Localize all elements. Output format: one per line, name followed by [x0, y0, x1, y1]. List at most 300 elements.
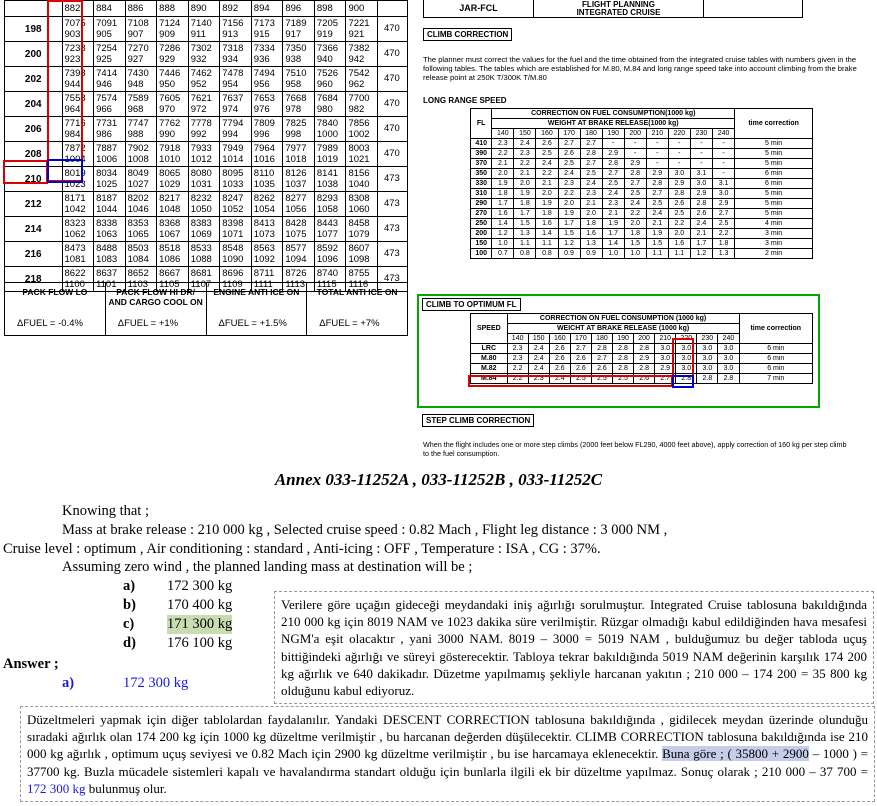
lr-cell: -: [690, 139, 712, 149]
cruise-cell: 7716 984: [62, 117, 94, 142]
co-cell: 2.7: [655, 374, 676, 384]
lr-cell: 2.9: [712, 199, 734, 209]
cruise-cell: 892: [220, 1, 252, 17]
lr-cell: 1.3: [514, 229, 536, 239]
weight-header: 210: [646, 129, 668, 139]
co-cell: 3.0: [718, 344, 739, 354]
co-cell: 3.0: [718, 354, 739, 364]
lr-cell: 2.1: [580, 199, 602, 209]
lr-cell: 1.2: [492, 229, 514, 239]
cruise-cell: 7238 923: [62, 42, 94, 67]
cruise-cell: 8726 1113: [283, 267, 315, 292]
cruise-cell: 7809 996: [251, 117, 283, 142]
cruise-cell: 7989 1019: [314, 142, 346, 167]
lr-cell: 1.0: [492, 239, 514, 249]
cruise-cell: 8202 1046: [125, 192, 157, 217]
lr-cell: 2.4: [646, 209, 668, 219]
pack-flow-heading: TOTAL ANTI ICE ON: [316, 287, 398, 297]
cruise-cell: 8533 1088: [188, 242, 220, 267]
co-speed: M.80: [471, 354, 508, 364]
lr-cell: 0.8: [536, 249, 558, 259]
cruise-cell: 8368 1067: [157, 217, 189, 242]
lr-cell: 0.9: [558, 249, 580, 259]
co-time-header: time correction: [739, 314, 812, 344]
cruise-fl: 212: [5, 192, 63, 217]
lr-fl: 350: [471, 169, 492, 179]
lr-cell: 2.7: [712, 209, 734, 219]
cruise-cell: 7964 1016: [251, 142, 283, 167]
lr-cell: 2.1: [602, 209, 624, 219]
lr-fl: 100: [471, 249, 492, 259]
option-key[interactable]: d): [123, 635, 136, 651]
lr-cell: 2.3: [514, 149, 536, 159]
co-cell: 2.4: [528, 364, 549, 374]
expl2-a: Düzeltmeleri yapmak için diğer tablolardan faydalanılır. Yandaki DESCENT CORRECTION tablosuna bakıldığında , gidilecek meydan üzerinde olunduğu sıradaki ağırlık olan 174 200 kg için 1000 kg düzeltme verilmiştir , bu harcanan değerden düşülecektir. CLIMB CORRECTION tablosuna bakıldığında ise 210 000 kg ağırlık , optimum uçuş seviyesi ve 0.82 Mach için 2900 kg düzeltme verilmiştir , bu ise harcamaya eklenecektir.: [27, 712, 868, 762]
lr-cell: 2.4: [580, 179, 602, 189]
lr-cell: 2.9: [624, 159, 646, 169]
lr-cell: 1.9: [646, 229, 668, 239]
cruise-cell: 8065 1029: [157, 167, 189, 192]
lr-row: [471, 219, 813, 229]
lr-cell: -: [624, 149, 646, 159]
cruise-last: 470: [377, 67, 407, 92]
lr-cell: 2.0: [492, 169, 514, 179]
long-range-table: [470, 108, 813, 259]
cruise-cell: 8187 1044: [94, 192, 126, 217]
lr-cell: 1.2: [690, 249, 712, 259]
lr-cell: 2.9: [668, 179, 690, 189]
pack-flow-value: ΔFUEL = +1%: [117, 318, 179, 329]
co-weight-header: 240: [718, 334, 739, 344]
lr-cell: -: [712, 149, 734, 159]
cruise-last: 470: [377, 17, 407, 42]
co-cell: 2.6: [570, 364, 591, 374]
answer-label: Answer ;: [3, 656, 59, 672]
cruise-cell: 8353 1065: [125, 217, 157, 242]
cruise-fl: 198: [5, 17, 63, 42]
climb-optimum-table: [470, 313, 813, 384]
cruise-cell: 890: [188, 1, 220, 17]
cruise-cell: 7872 1004: [62, 142, 94, 167]
lr-fl: 410: [471, 139, 492, 149]
lr-row: [471, 189, 813, 199]
lr-cell: 2.2: [492, 149, 514, 159]
cruise-cell: 7700 982: [346, 92, 378, 117]
cruise-cell: 8681 1107: [188, 267, 220, 292]
answer-key: a): [62, 675, 75, 691]
blue-highlight-cell: [47, 159, 83, 183]
cruise-cell: 7398 944: [62, 67, 94, 92]
cruise-cell: 7414 946: [94, 67, 126, 92]
cruise-cell: 7446 950: [157, 67, 189, 92]
lr-cell: -: [624, 139, 646, 149]
cruise-cell: 8696 1109: [220, 267, 252, 292]
lr-row: [471, 199, 813, 209]
cruise-cell: 8428 1075: [283, 217, 315, 242]
cruise-cell: 7558 964: [62, 92, 94, 117]
cruise-cell: 8622 1100: [62, 267, 94, 292]
cruise-cell: 7977 1018: [283, 142, 315, 167]
lr-cell: -: [646, 159, 668, 169]
co-cell: 2.6: [549, 364, 570, 374]
option-key[interactable]: b): [123, 597, 136, 613]
lr-row: [471, 209, 813, 219]
lr-time: 5 min: [735, 189, 813, 199]
lr-cell: -: [602, 139, 624, 149]
lr-fl: 270: [471, 209, 492, 219]
lr-cell: -: [690, 159, 712, 169]
cruise-last: 473: [377, 267, 407, 292]
header-right: FLIGHT PLANNING INTEGRATED CRUISE: [534, 0, 704, 17]
cruise-last: 470: [377, 117, 407, 142]
lr-cell: 2.8: [668, 189, 690, 199]
cruise-cell: 7075 903: [62, 17, 94, 42]
co-cell: 2.7: [570, 344, 591, 354]
lr-time: 5 min: [735, 149, 813, 159]
lr-cell: 1.2: [558, 239, 580, 249]
cruise-cell: 8156 1040: [346, 167, 378, 192]
cruise-last: 470: [377, 42, 407, 67]
pack-flow-cell: [106, 283, 207, 335]
cruise-cell: 884: [94, 1, 126, 17]
cruise-cell: 8095 1033: [220, 167, 252, 192]
lr-cell: 2.2: [712, 229, 734, 239]
lr-cell: 3.0: [712, 189, 734, 199]
annex-title: Annex 033-11252A , 033-11252B , 033-11252C: [274, 470, 603, 489]
cruise-cell: 7382 942: [346, 42, 378, 67]
cruise-cell: 7731 986: [94, 117, 126, 142]
co-cell: 3.0: [676, 354, 697, 364]
cruise-cell: 8488 1083: [94, 242, 126, 267]
cruise-cell: 7621 972: [188, 92, 220, 117]
co-cell: 2.8: [634, 364, 655, 374]
co-weight-header: 220: [676, 334, 697, 344]
lr-cell: 2.5: [602, 179, 624, 189]
cruise-last: 473: [377, 217, 407, 242]
cruise-cell: 7747 988: [125, 117, 157, 142]
lr-cell: 2.0: [558, 199, 580, 209]
pack-flow-cell: [307, 283, 407, 335]
co-sub: WEICHT AT BRAKE RELEASE (1000 kg): [507, 324, 739, 334]
cruise-cell: 7318 934: [220, 42, 252, 67]
cruise-cell: 7124 909: [157, 17, 189, 42]
lr-cell: 0.8: [514, 249, 536, 259]
cruise-cell: 7637 974: [220, 92, 252, 117]
lr-cell: 0.7: [492, 249, 514, 259]
lr-time: 2 min: [735, 249, 813, 259]
lr-cell: 1.9: [602, 219, 624, 229]
co-cell: 2.2: [507, 374, 528, 384]
weight-header: 190: [602, 129, 624, 139]
lr-cell: 2.4: [690, 219, 712, 229]
lr-time: 3 min: [735, 229, 813, 239]
cruise-cell: 7840 1000: [314, 117, 346, 142]
lr-row: [471, 139, 813, 149]
lr-cell: 2.7: [646, 189, 668, 199]
lr-row: [471, 229, 813, 239]
co-speed: LRC: [471, 344, 508, 354]
co-cell: 2.8: [613, 344, 634, 354]
q-line3: Cruise level : optimum , Air conditioning : standard , Anti-icing : OFF , Temperature : ISA , CG : 37%.: [3, 541, 601, 557]
co-cell: 2.8: [697, 374, 718, 384]
cruise-cell: 7542 962: [346, 67, 378, 92]
weight-header: 170: [558, 129, 580, 139]
co-time: 6 min: [739, 364, 812, 374]
co-cell: 3.0: [697, 364, 718, 374]
lr-cell: 2.5: [580, 169, 602, 179]
fl-header: FL: [471, 109, 492, 139]
lr-cell: 2.7: [558, 139, 580, 149]
cruise-cell: 882: [62, 1, 94, 17]
cruise-cell: 8755 1116: [346, 267, 378, 292]
cruise-cell: 7526 960: [314, 67, 346, 92]
co-cell: 2.3: [507, 354, 528, 364]
co-cell: 3.0: [676, 344, 697, 354]
lr-cell: 0.9: [580, 249, 602, 259]
co-weight-header: 230: [697, 334, 718, 344]
cruise-cell: 7334 936: [251, 42, 283, 67]
cruise-cell: 8232 1050: [188, 192, 220, 217]
cruise-fl: 214: [5, 217, 63, 242]
lr-cell: 2.3: [580, 189, 602, 199]
co-cell: 2.8: [613, 364, 634, 374]
cruise-cell: 7478 954: [220, 67, 252, 92]
lr-cell: 1.7: [690, 239, 712, 249]
q-line4: Assuming zero wind , the planned landing mass at destination will be ;: [62, 559, 473, 575]
cruise-cell: 7825 998: [283, 117, 315, 142]
weight-header: 240: [712, 129, 734, 139]
cruise-cell: 896: [283, 1, 315, 17]
lr-time: 6 min: [735, 169, 813, 179]
co-cell: 2.8: [718, 374, 739, 384]
lr-cell: 1.8: [580, 219, 602, 229]
cruise-cell: 8563 1092: [251, 242, 283, 267]
lr-cell: 2.4: [514, 139, 536, 149]
lr-cell: 2.6: [668, 199, 690, 209]
q-line1: Knowing that ;: [62, 503, 149, 519]
red-highlight-m82: [468, 375, 673, 387]
lr-cell: 2.8: [646, 179, 668, 189]
expl2-b: – 1000 ) = 37700 kg. Buzla mücadele sistemleri kapalı ve havalandırma standart olduğu için bunlarla ilgili ek bir düzeltme yapılmaz. Sonuç olarak ; 210 000 – 37 700 =: [27, 746, 868, 779]
cruise-last: 473: [377, 192, 407, 217]
cruise-cell: 8398 1071: [220, 217, 252, 242]
expl2-result: 172 300 kg: [27, 780, 86, 796]
cruise-last: 473: [377, 167, 407, 192]
co-cell: 2.4: [528, 354, 549, 364]
lr-cell: 2.8: [580, 149, 602, 159]
weight-header: 150: [514, 129, 536, 139]
lr-cell: -: [668, 149, 690, 159]
cruise-fl: 210: [5, 167, 63, 192]
lr-cell: 2.2: [536, 169, 558, 179]
lr-cell: 2.4: [602, 189, 624, 199]
lr-cell: -: [690, 149, 712, 159]
lr-cell: 1.9: [492, 179, 514, 189]
lr-cell: 1.4: [536, 229, 558, 239]
cruise-cell: 7205 919: [314, 17, 346, 42]
cruise-last: [377, 1, 407, 17]
cruise-last: 470: [377, 92, 407, 117]
cruise-cell: 7902 1008: [125, 142, 157, 167]
co-time: 7 min: [739, 374, 812, 384]
cruise-fl: 204: [5, 92, 63, 117]
lr-cell: 1.1: [536, 239, 558, 249]
lr-cell: 2.8: [602, 159, 624, 169]
option-value[interactable]: 171 300 kg: [167, 616, 233, 632]
option-key[interactable]: a): [123, 578, 136, 594]
co-time: 6 min: [739, 344, 812, 354]
lr-cell: 1.1: [514, 239, 536, 249]
cruise-cell: 7668 978: [283, 92, 315, 117]
cruise-cell: 7494 956: [251, 67, 283, 92]
lr-cell: 2.1: [492, 159, 514, 169]
cruise-last: 470: [377, 142, 407, 167]
cruise-cell: 8383 1069: [188, 217, 220, 242]
chapter-header: [423, 0, 803, 18]
cruise-cell: 8171 1042: [62, 192, 94, 217]
lr-cell: 2.2: [624, 209, 646, 219]
cruise-cell: 8049 1027: [125, 167, 157, 192]
cruise-cell: 7856 1002: [346, 117, 378, 142]
lr-row: [471, 149, 813, 159]
co-cell: 2.7: [591, 354, 612, 364]
co-cell: 2.6: [549, 344, 570, 354]
co-cell: 2.6: [634, 374, 655, 384]
lr-cell: 1.8: [492, 189, 514, 199]
cruise-cell: 8141 1038: [314, 167, 346, 192]
cruise-cell: 7156 913: [220, 17, 252, 42]
lr-cell: -: [712, 139, 734, 149]
lr-cell: 1.3: [712, 249, 734, 259]
cruise-cell: 7949 1014: [220, 142, 252, 167]
lr-cell: 3.0: [668, 169, 690, 179]
co-cell: 3.0: [655, 354, 676, 364]
explanation-box-2: [20, 706, 875, 802]
co-cell: 2.9: [655, 364, 676, 374]
cruise-cell: 900: [346, 1, 378, 17]
lr-cell: -: [668, 159, 690, 169]
cruise-cell: 8711 1111: [251, 267, 283, 292]
lr-fl: 390: [471, 149, 492, 159]
lr-cell: 1.6: [536, 219, 558, 229]
cruise-cell: 886: [125, 1, 157, 17]
climb-correction-title: CLIMB CORRECTION: [423, 28, 512, 41]
cruise-cell: 8338 1063: [94, 217, 126, 242]
cruise-cell: 8740 1115: [314, 267, 346, 292]
lr-cell: 2.3: [558, 179, 580, 189]
option-value[interactable]: 176 100 kg: [167, 635, 233, 651]
cruise-cell: 7653 976: [251, 92, 283, 117]
co-weight-header: 190: [613, 334, 634, 344]
cruise-cell: 8034 1025: [94, 167, 126, 192]
cruise-fl: 208: [5, 142, 63, 167]
co-weight-header: 200: [634, 334, 655, 344]
co-cell: 2.9: [634, 354, 655, 364]
lr-fl: 200: [471, 229, 492, 239]
lr-cell: 1.3: [580, 239, 602, 249]
lr-cell: 1.1: [646, 249, 668, 259]
cruise-fl: 206: [5, 117, 63, 142]
co-cell: 2.8: [591, 344, 612, 354]
lr-caption: CORRECTION ON FUEL CONSUMPTION(1000 kg): [492, 109, 735, 119]
cruise-cell: 898: [314, 1, 346, 17]
lr-cell: 1.9: [514, 189, 536, 199]
lr-cell: 2.2: [558, 189, 580, 199]
cruise-cell: 888: [157, 1, 189, 17]
co-weight-header: 150: [528, 334, 549, 344]
lr-cell: 2.5: [668, 209, 690, 219]
lr-cell: 1.1: [668, 249, 690, 259]
cruise-cell: 8607 1098: [346, 242, 378, 267]
cruise-cell: 8577 1094: [283, 242, 315, 267]
lr-cell: 2.7: [580, 139, 602, 149]
red-highlight-row: [3, 160, 48, 184]
lr-cell: -: [646, 139, 668, 149]
cruise-cell: 7302 932: [188, 42, 220, 67]
pack-flow-value: ΔFUEL = +1.5%: [218, 318, 287, 329]
lr-cell: 1.9: [536, 199, 558, 209]
co-cell: 2.6: [549, 354, 570, 364]
cruise-cell: 8667 1105: [157, 267, 189, 292]
cruise-cell: 8443 1077: [314, 217, 346, 242]
co-row: [471, 364, 813, 374]
cruise-cell: 7350 938: [283, 42, 315, 67]
option-value[interactable]: 172 300 kg: [167, 578, 233, 594]
option-value[interactable]: 170 400 kg: [167, 597, 233, 613]
lr-cell: 1.7: [514, 209, 536, 219]
lr-cell: 2.9: [602, 149, 624, 159]
pack-flow-cell: [207, 283, 308, 335]
cruise-cell: 8277 1056: [283, 192, 315, 217]
cruise-row: [5, 192, 408, 217]
lr-row: [471, 169, 813, 179]
cruise-cell: 7574 966: [94, 92, 126, 117]
header-left: JAR-FCL: [424, 0, 534, 17]
co-cell: 2.4: [528, 344, 549, 354]
lr-cell: 1.8: [514, 199, 536, 209]
lr-cell: 1.8: [712, 239, 734, 249]
lr-cell: -: [668, 139, 690, 149]
lr-cell: 2.5: [558, 159, 580, 169]
lr-cell: 2.9: [690, 189, 712, 199]
cruise-cell: 8126 1037: [283, 167, 315, 192]
cruise-cell: 8110 1035: [251, 167, 283, 192]
lr-time: 3 min: [735, 239, 813, 249]
lr-cell: -: [646, 149, 668, 159]
lr-cell: 2.5: [712, 219, 734, 229]
cruise-cell: 8652 1103: [125, 267, 157, 292]
lr-cell: 2.6: [536, 139, 558, 149]
lr-cell: 2.3: [602, 199, 624, 209]
lr-cell: 2.0: [668, 229, 690, 239]
lr-cell: 3.1: [690, 169, 712, 179]
lr-cell: 2.1: [536, 179, 558, 189]
lr-cell: 2.7: [580, 159, 602, 169]
q-line2: Mass at brake release : 210 000 kg , Selected cruise speed : 0.82 Mach , Flight leg distance : 3 000 NM ,: [62, 522, 668, 538]
lr-cell: 1.5: [514, 219, 536, 229]
co-cell: 2.6: [591, 364, 612, 374]
red-highlight-column: [47, 0, 83, 182]
lr-row: [471, 159, 813, 169]
lr-fl: 310: [471, 189, 492, 199]
co-cell: 3.0: [655, 344, 676, 354]
lr-cell: 2.0: [624, 219, 646, 229]
co-cell: 2.3: [507, 344, 528, 354]
option-key[interactable]: c): [123, 616, 135, 632]
lr-cell: 2.4: [536, 159, 558, 169]
lr-cell: 2.0: [580, 209, 602, 219]
lr-cell: 1.4: [602, 239, 624, 249]
